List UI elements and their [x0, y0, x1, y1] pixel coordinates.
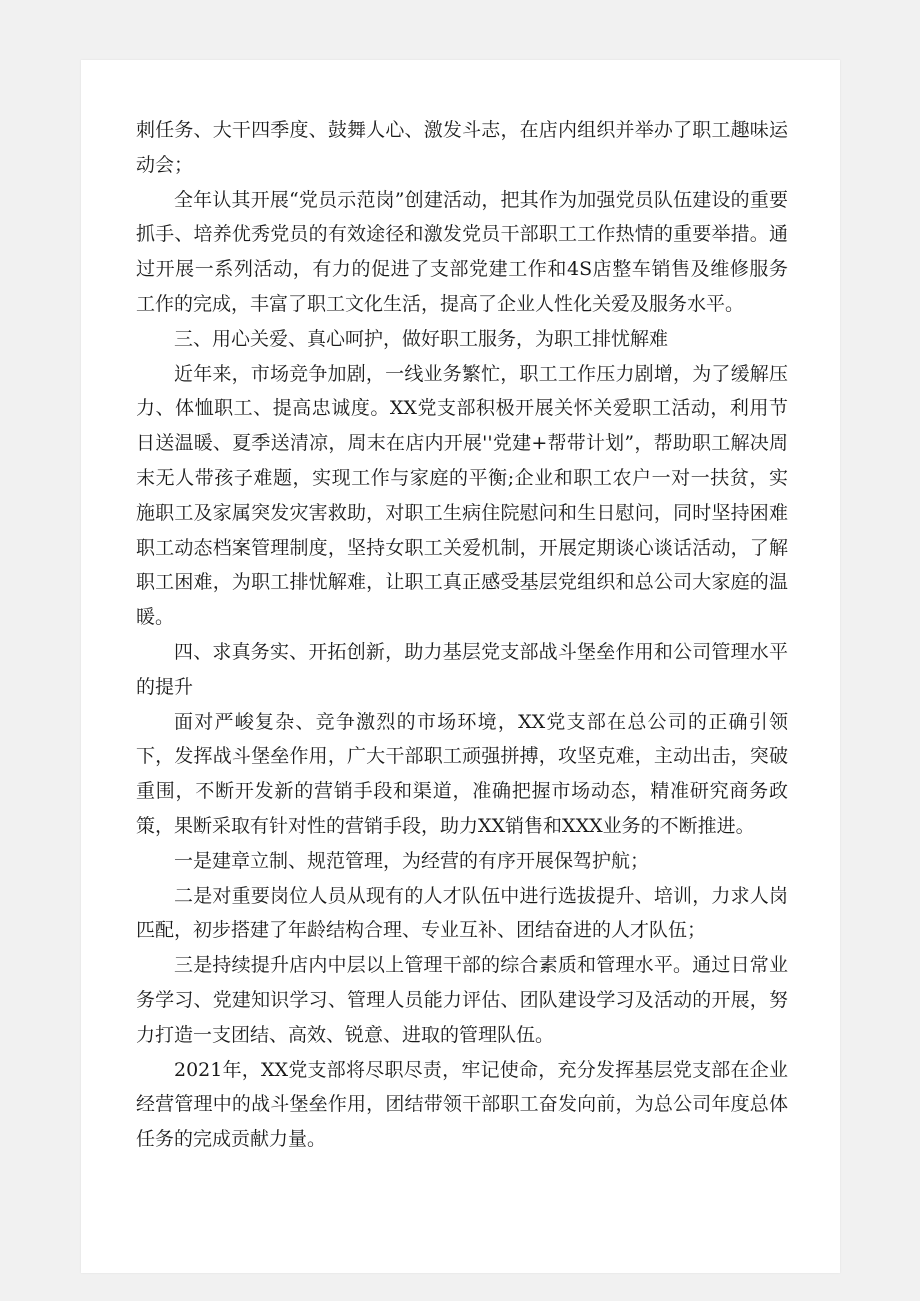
list-item-2: 二是对重要岗位人员从现有的人才队伍中进行选拔提升、培训，力求人岗匹配，初步搭建了年龄结构合理、专业互补、团结奋进的人才队伍；: [136, 884, 788, 942]
document-page: [81, 60, 840, 1273]
paragraph-party-model-post: 全年认其开展“党员示范岗”创建活动，把其作为加强党员队伍建设的重要抓手、培养优秀党员的有效途径和激发党员干部职工工作热情的重要举措。通过开展一系列活动，有力的促进了支部党建工作和4S店整车销售及维修服务工作的完成，丰富了职工文化生活，提高了企业人性化关爱及服务水平。: [136, 188, 788, 315]
paragraph-conclusion: 2021年，XX党支部将尽职尽责，牢记使命，充分发挥基层党支部在企业经营管理中的战斗堡垒作用，团结带领干部职工奋发向前，为总公司年度总体任务的完成贡献力量。: [136, 1058, 788, 1151]
list-item-1: 一是建章立制、规范管理，为经营的有序开展保驾护航；: [174, 849, 650, 872]
paragraph-market-environment: 面对严峻复杂、竞争激烈的市场环境，XX党支部在总公司的正确引领下，发挥战斗堡垒作用，广大干部职工顽强拼搏，攻坚克难，主动出击，突破重围，不断开发新的营销手段和渠道，准确把握市场动态，精准研究商务政策，果断采取有针对性的营销手段，助力XX销售和XXX业务的不断推进。: [136, 710, 788, 837]
paragraph-continuation: 刺任务、大干四季度、鼓舞人心、激发斗志，在店内组织并举办了职工趣味运动会；: [136, 119, 788, 176]
paragraph-employee-care: 近年来，市场竞争加剧，一线业务繁忙，职工工作压力剧增，为了缓解压力、体恤职工、提高忠诚度。XX党支部积极开展关怀关爱职工活动，利用节日送温暖、夏季送清凉，周末在店内开展''党建+帮带计划”，帮助职工解决周末无人带孩子难题，实现工作与家庭的平衡;企业和职工农户一对一扶贫，实施职工及家属突发灾害救助，对职工生病住院慰问和生日慰问，同时坚持困难职工动态档案管理制度，坚持女职工关爱机制，开展定期谈心谈话活动，了解职工困难，为职工排忧解难，让职工真正感受基层党组织和总公司大家庭的温暖。: [136, 362, 788, 629]
section-heading-4: 四、求真务实、开拓创新，助力基层党支部战斗堡垒作用和公司管理水平的提升: [136, 640, 788, 698]
document-body: [136, 113, 788, 1157]
section-heading-3: 三、用心关爱、真心呵护，做好职工服务，为职工排忧解难: [174, 327, 669, 350]
list-item-3: 三是持续提升店内中层以上管理干部的综合素质和管理水平。通过日常业务学习、党建知识学习、管理人员能力评估、团队建设学习及活动的开展，努力打造一支团结、高效、锐意、进取的管理队伍。: [136, 954, 788, 1046]
